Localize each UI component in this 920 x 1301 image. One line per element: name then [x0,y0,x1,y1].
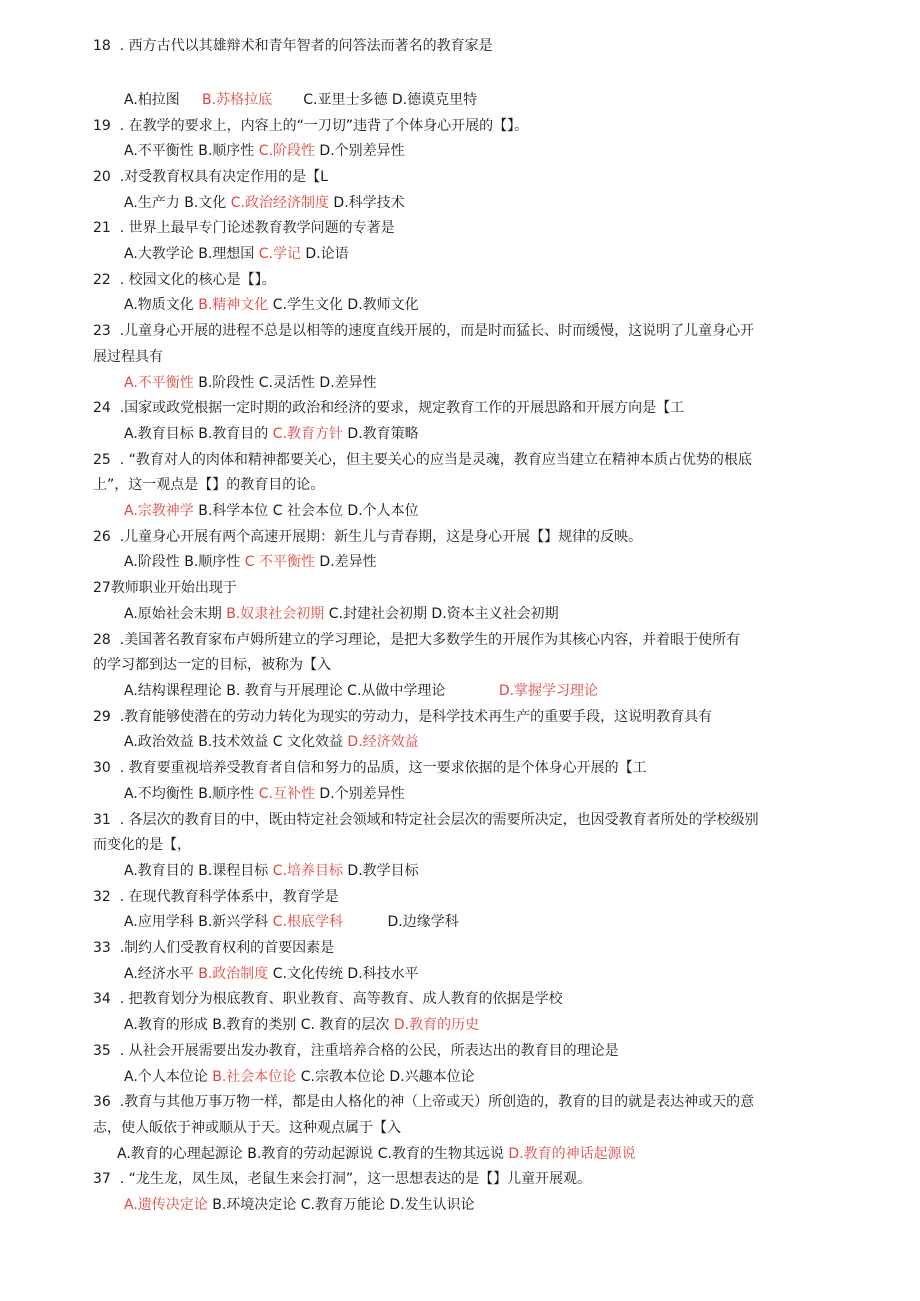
answer-options [124,602,559,628]
correct-answer-option: C.教育方针 [272,425,343,442]
question-stem-continuation: 的学习都到达一定的目标，被称为【入 [93,657,331,674]
question-stem: 34 . 把教育划分为根底教育、职业教育、高等教育、成人教育的依据是学校 [93,991,563,1008]
correct-answer-option: C.培养目标 [272,862,343,879]
correct-answer-option: C.学记 [258,246,301,262]
question-stem: 37 . “龙生龙，凤生凤，老鼠生来会打洞”，这一思想表达的是【】儿童开展观。 [93,1171,592,1188]
answer-options [124,679,598,705]
question-stem: 30 . 教育要重视培养受教育者自信和努力的品质，这一要求依据的是个体身心开展的【工 [93,760,647,776]
correct-answer-option: B.政治制度 [198,965,269,982]
correct-answer-option: B.精神文化 [198,297,269,314]
answer-option-text: C.亚里士多德 D.德谟克里特 [272,91,478,108]
answer-option-text: B.环境决定论 C.教育万能论 D.发生认识论 [207,1197,475,1213]
correct-answer-option: A.不平衡性 [124,374,194,391]
answer-options [124,191,405,217]
answer-option-text: A.阶段性 B.顺序性 [124,554,245,571]
answer-options [124,550,377,576]
answer-option-text: A.不平衡性 B.顺序性 [124,143,259,160]
answer-option-text: D.科学技术 [328,194,405,211]
answer-option-text: B.科学本位 C 社会本位 D.个人本位 [193,503,419,519]
answer-option-text: C.文化传统 D.科技水平 [268,965,419,982]
question-stem: 29 .教育能够使潜在的劳动力转化为现实的劳动力，是科学技术再生产的重要手段，这说明教育具有 [93,708,713,725]
question-stem-continuation: 志，使人皈依于神或顺从于天。这种观点属于【入 [93,1119,401,1136]
answer-option-text: A.教育目的 B.课程目标 [124,862,273,879]
answer-options [124,139,405,165]
question-stem: 27教师职业开始出现于 [93,580,237,597]
correct-answer-option: D.掌握学习理论 [498,683,599,699]
answer-option-text: D.差异性 [314,554,377,571]
correct-answer-option: C 不平衡性 [244,554,315,571]
answer-option-text: A.经济水平 [124,965,199,982]
answer-option-text: A.生产力 B.文化 [124,194,231,211]
question-stem-continuation: 而变化的是【， [93,837,191,854]
answer-option-text: D.教育策略 [342,425,419,442]
answer-option-text: A.大教学论 B.理想国 [124,246,259,262]
answer-option-text: A.政治效益 B.技术效益 C 文化效益 [124,734,348,751]
question-stem-continuation: 上”，这一观点是【】的教育目的论。 [93,477,325,494]
question-stem: 36 .教育与其他万事万物一样，都是由人格化的神（上帝或天）所创造的，教育的目的就是表达神或天的意 [93,1094,755,1111]
correct-answer-option: C.根底学科 [272,914,343,931]
correct-answer-option: D.经济效益 [347,734,419,751]
question-stem: 33 .制约人们受教育权利的首要因素是 [93,940,335,956]
answer-options [124,730,419,756]
question-stem-continuation: 展过程具有 [93,348,163,365]
answer-option-text: A.应用学科 B.新兴学科 [124,914,273,931]
answer-option-text: C.学生文化 D.教师文化 [268,297,419,314]
answer-option-text: A.教育目标 B.教育目的 [124,425,273,442]
answer-option-text: A.原始社会末期 [124,605,227,622]
answer-options [117,1142,636,1168]
correct-answer-option: B.苏格拉底 [202,91,273,108]
answer-option-text: A.教育的心理起源论 B.教育的劳动起源说 C.教育的生物其远说 [117,1145,509,1162]
question-stem: 35 . 从社会开展需要出发办教育，注重培养合格的公民，所表达出的教育目的理论是 [93,1042,619,1059]
answer-options [124,859,419,885]
answer-option-text: D.个别差异性 [314,143,405,160]
answer-option-text: A.物质文化 [124,297,199,314]
question-stem: 26 .儿童身心开展有两个高速开展期：新生儿与青春期，这是身心开展【】规律的反映。 [93,528,643,545]
question-stem: 20 .对受教育权具有决定作用的是【L [93,169,328,185]
question-stem: 32 . 在现代教育科学体系中，教育学是 [93,888,339,905]
answer-option-text: A.个人本位论 [124,1068,213,1085]
answer-option-text: D.教学目标 [342,862,419,879]
correct-answer-option: B.奴隶社会初期 [226,605,325,622]
answer-option-text: A.结构课程理论 B. 教育与开展理论 C.从做中学理论 [124,683,499,699]
answer-options [124,293,419,319]
answer-option-text: C.宗教本位论 D.兴趣本位论 [296,1068,475,1085]
answer-options [124,88,477,114]
question-stem: 24 .国家或政党根据一定时期的政治和经济的要求，规定教育工作的开展思路和开展方向是【工 [93,400,685,417]
question-stem: 21 . 世界上最早专门论述教育教学问题的专著是 [93,220,395,237]
answer-options [124,782,405,808]
question-stem: 25 . “教育对人的肉体和精神都要关心，但主要关心的应当是灵魂，教育应当建立在精神本质占优势的根底 [93,451,752,468]
answer-options [124,1193,475,1219]
answer-options [124,1013,479,1039]
answer-option-text: C.封建社会初期 D.资本主义社会初期 [324,605,559,622]
question-stem: 23 .儿童身心开展的进程不总是以相等的速度直线开展的，而是时而猛长、时而缓慢，这说明了儿童身心开 [93,323,755,340]
question-stem: 31 . 各层次的教育目的中，既由特定社会领域和特定社会层次的需要所决定，也因受教育者所处的学校级别 [93,811,759,828]
answer-option-text: D.边缘学科 [342,914,459,931]
question-stem: 19 . 在教学的要求上，内容上的“一刀切”违背了个体身心开展的【】。 [93,117,529,134]
answer-options [124,422,419,448]
correct-answer-option: C.阶段性 [258,143,315,160]
question-stem: 22 . 校园文化的核心是【】。 [93,271,276,288]
question-stem: 28 .美国著名教育家布卢姆所建立的学习理论，是把大多数学生的开展作为其核心内容，并着眼于使所有 [93,631,741,648]
answer-options [124,242,349,268]
answer-option-text: A.不均衡性 B.顺序性 [124,785,259,802]
answer-option-text: B.阶段性 C.灵活性 D.差异性 [193,374,377,391]
answer-option-text: D.个别差异性 [314,785,405,802]
correct-answer-option: C.互补性 [258,785,315,802]
answer-options [124,371,377,397]
correct-answer-option: D.教育的神话起源说 [508,1145,636,1162]
question-stem: 18 . 西方古代以其雄辩术和青年智者的问答法而著名的教育家是 [93,37,493,54]
answer-option-text: A.教育的形成 B.教育的类别 C. 教育的层次 [124,1017,394,1033]
answer-options [124,962,419,988]
correct-answer-option: D.教育的历史 [393,1017,480,1033]
correct-answer-option: A.宗教神学 [124,503,194,519]
answer-option-text: A.柏拉图 [124,91,203,108]
correct-answer-option: A.遗传决定论 [124,1197,208,1213]
correct-answer-option: C.政治经济制度 [230,194,329,211]
correct-answer-option: B.社会本位论 [212,1068,297,1085]
answer-options [124,1065,475,1091]
answer-options [124,499,419,525]
answer-option-text: D.论语 [300,246,349,262]
answer-options [124,910,459,936]
